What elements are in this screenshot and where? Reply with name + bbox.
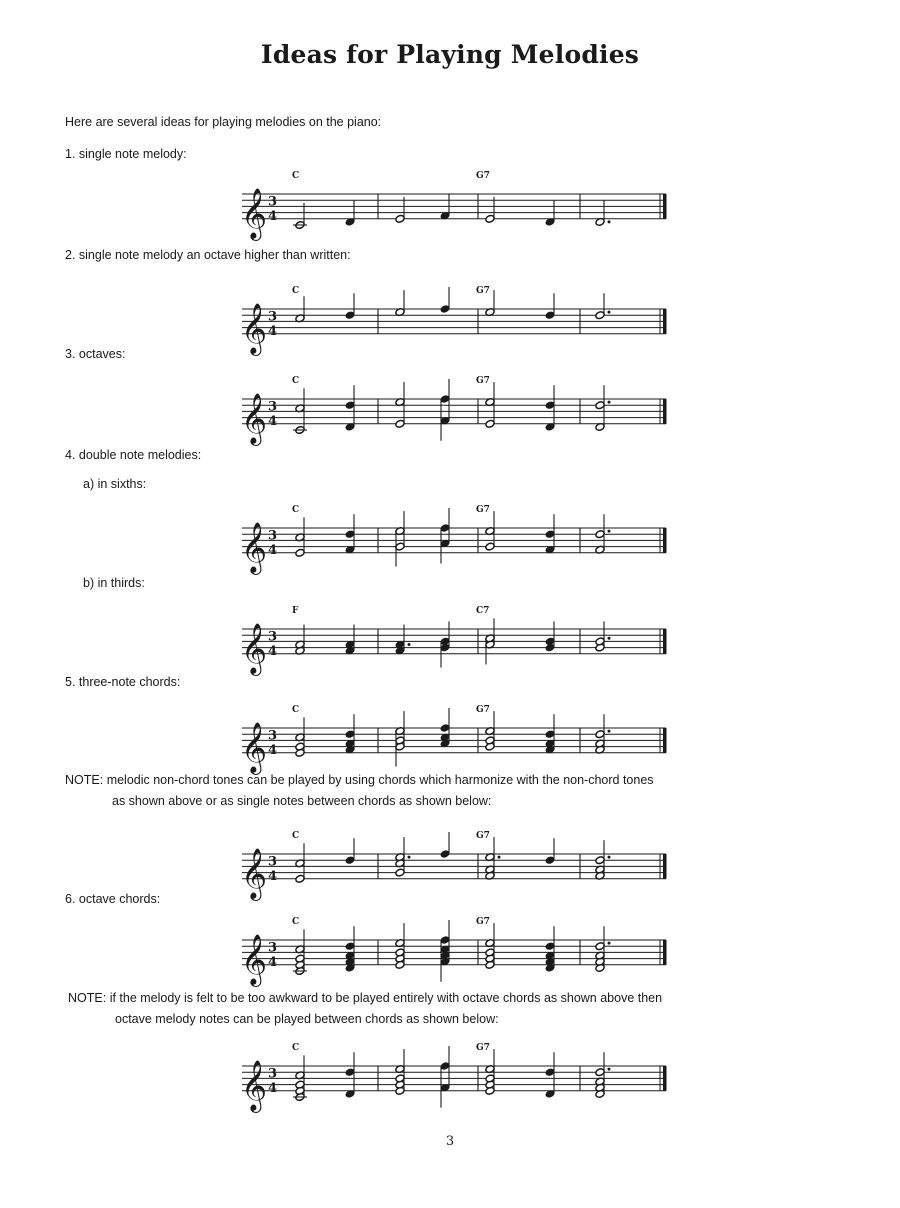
note-1-line-2: as shown above or as single notes between chords as shown below: (112, 794, 492, 808)
treble-clef-icon: 𝄞 (241, 392, 268, 444)
time-signature-bottom: 4 (268, 542, 278, 558)
staff-svg (240, 828, 670, 908)
music-staff-octave-higher (240, 283, 670, 368)
treble-clef-icon: 𝄞 (241, 521, 268, 573)
augmentation-dot (608, 637, 611, 640)
music-staff-thirds (240, 603, 670, 688)
time-signature-top: 3 (268, 728, 278, 744)
treble-clef-icon: 𝄞 (241, 187, 268, 239)
final-barline-thick (663, 399, 667, 424)
final-barline-thick (663, 728, 667, 753)
time-signature-top: 3 (268, 629, 278, 645)
section-4b-label: b) in thirds: (83, 576, 145, 590)
chord-symbol: G7 (476, 917, 490, 927)
time-signature-bottom: 4 (268, 413, 278, 429)
chord-symbol: C (292, 917, 300, 927)
treble-clef-icon: 𝄞 (241, 622, 268, 674)
time-signature-bottom: 4 (268, 954, 278, 970)
music-staff-octave-melody-between (240, 1040, 670, 1125)
augmentation-dot (608, 856, 611, 859)
chord-symbol: C (292, 705, 300, 715)
page-number: 3 (445, 1134, 455, 1149)
chord-symbol: C (292, 505, 300, 515)
chord-symbol: C (292, 831, 300, 841)
page-title: Ideas for Playing Melodies (260, 40, 640, 69)
staff-svg (240, 168, 670, 248)
augmentation-dot (608, 220, 611, 223)
section-5-label: 5. three-note chords: (65, 675, 181, 689)
section-4-label: 4. double note melodies: (65, 448, 202, 462)
treble-clef-icon: 𝄞 (241, 1059, 268, 1111)
treble-clef-icon: 𝄞 (241, 302, 268, 354)
time-signature-top: 3 (268, 854, 278, 870)
chord-symbol: G7 (476, 171, 490, 181)
note-2-label: NOTE: (68, 991, 107, 1005)
final-barline-thick (663, 629, 667, 654)
augmentation-dot (408, 856, 411, 859)
staff-svg (240, 1040, 670, 1120)
augmentation-dot (608, 401, 611, 404)
staff-svg (240, 373, 670, 453)
final-barline-thick (663, 940, 667, 965)
chord-symbol: G7 (476, 505, 490, 515)
note-2-line-1: if the melody is felt to be too awkward to be played entirely with octave chords as shown above then (109, 991, 663, 1005)
chord-symbol: G7 (476, 831, 490, 841)
time-signature-bottom: 4 (268, 868, 278, 884)
final-barline-thick (663, 1066, 667, 1091)
augmentation-dot (498, 856, 501, 859)
time-signature-bottom: 4 (268, 742, 278, 758)
chord-symbol: C (292, 171, 300, 181)
intro-text: Here are several ideas for playing melodies on the piano: (65, 115, 382, 129)
section-2-label: 2. single note melody an octave higher than written: (65, 248, 351, 262)
augmentation-dot (608, 730, 611, 733)
staff-svg (240, 283, 670, 363)
time-signature-top: 3 (268, 194, 278, 210)
final-barline-thick (663, 309, 667, 334)
time-signature-top: 3 (268, 528, 278, 544)
final-barline-thick (663, 854, 667, 879)
staff-svg (240, 502, 670, 582)
time-signature-top: 3 (268, 309, 278, 325)
time-signature-bottom: 4 (268, 643, 278, 659)
section-6-label: 6. octave chords: (65, 892, 161, 906)
time-signature-top: 3 (268, 1066, 278, 1082)
final-barline-thick (663, 194, 667, 219)
time-signature-top: 3 (268, 399, 278, 415)
augmentation-dot (608, 942, 611, 945)
chord-symbol: F (292, 606, 299, 616)
music-staff-octave-chords (240, 914, 670, 999)
music-staff-octaves (240, 373, 670, 458)
final-barline-thick (663, 528, 667, 553)
music-staff-single-note (240, 168, 670, 253)
music-staff-non-chord-tones (240, 828, 670, 913)
time-signature-bottom: 4 (268, 208, 278, 224)
staff-svg (240, 914, 670, 994)
augmentation-dot (408, 643, 411, 646)
note-1-line-1: melodic non-chord tones can be played by using chords which harmonize with the non-chord tones (106, 773, 654, 787)
chord-symbol: G7 (476, 705, 490, 715)
staff-svg (240, 702, 670, 782)
time-signature-bottom: 4 (268, 1080, 278, 1096)
music-staff-three-note-chords (240, 702, 670, 787)
section-1-label: 1. single note melody: (65, 147, 187, 161)
time-signature-bottom: 4 (268, 323, 278, 339)
chord-symbol: G7 (476, 1043, 490, 1053)
time-signature-top: 3 (268, 940, 278, 956)
chord-symbol: G7 (476, 376, 490, 386)
chord-symbol: C (292, 376, 300, 386)
chord-symbol: G7 (476, 286, 490, 296)
chord-symbol: C (292, 286, 300, 296)
staff-svg (240, 603, 670, 683)
treble-clef-icon: 𝄞 (241, 847, 268, 899)
chord-symbol: C7 (476, 606, 490, 616)
treble-clef-icon: 𝄞 (241, 933, 268, 985)
chord-symbol: C (292, 1043, 300, 1053)
section-3-label: 3. octaves: (65, 347, 126, 361)
note-1-label: NOTE: (65, 773, 104, 787)
section-4a-label: a) in sixths: (83, 477, 147, 491)
note-2-line-2: octave melody notes can be played between chords as shown below: (115, 1012, 499, 1026)
augmentation-dot (608, 311, 611, 314)
augmentation-dot (608, 530, 611, 533)
augmentation-dot (608, 1068, 611, 1071)
music-staff-sixths (240, 502, 670, 587)
treble-clef-icon: 𝄞 (241, 721, 268, 773)
